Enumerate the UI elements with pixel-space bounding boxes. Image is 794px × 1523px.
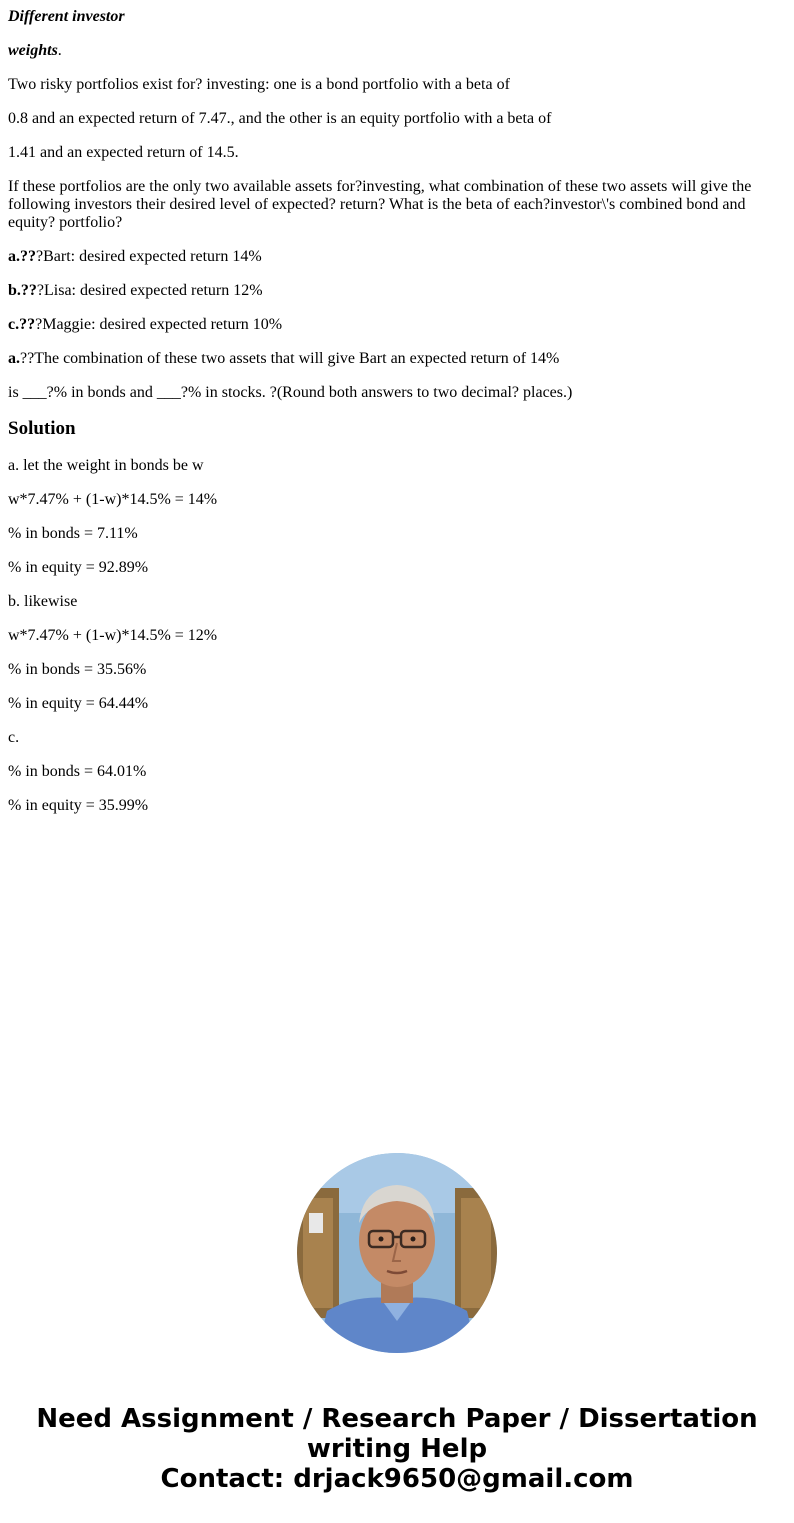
answer-line: is ___?% in bonds and ___?% in stocks. ?(Round both answers to two decimal? places.) [8,384,573,401]
document-body [8,8,768,831]
title-line-1: Different investor [8,8,125,25]
item-b-prefix: b.?? [8,282,37,299]
footer-line-1: Need Assignment / Research Paper / Dissertation [36,1404,758,1434]
item-c [8,316,768,334]
solution-line: % in bonds = 35.56% [8,661,147,678]
item-c-text: ?Maggie: desired expected return 10% [35,316,283,333]
solution-heading: Solution [8,418,76,439]
solution-line: c. [8,729,20,746]
footer-banner [0,1404,794,1494]
question-line-3: 1.41 and an expected return of 14.5. [8,144,239,161]
question-paragraph: If these portfolios are the only two available assets for?investing, what combination of these two assets will give the following investors their desired level of expected? return? What is the beta of each?investor\'s combined bond and equity? portfolio? [8,178,752,231]
title-period: . [57,42,62,59]
solution-line: b. likewise [8,593,78,610]
question-line-1: Two risky portfolios exist for? investing: one is a bond portfolio with a beta of [8,76,510,93]
solution-line: w*7.47% + (1-w)*14.5% = 14% [8,491,218,508]
solution-line: % in equity = 92.89% [8,559,149,576]
item-b-text: ?Lisa: desired expected return 12% [36,282,263,299]
solution-line: a. let the weight in bonds be w [8,457,204,474]
answer-prompt-text: ??The combination of these two assets that will give Bart an expected return of 14% [20,350,560,367]
solution-line: % in equity = 64.44% [8,695,149,712]
title-line-2 [8,42,768,60]
answer-prompt [8,350,768,368]
question-line-2: 0.8 and an expected return of 7.47., and the other is an equity portfolio with a beta of [8,110,552,127]
item-b [8,282,768,300]
solution-line: % in bonds = 7.11% [8,525,138,542]
avatar [297,1153,497,1353]
item-a-prefix: a.?? [8,248,36,265]
item-c-prefix: c.?? [8,316,36,333]
footer-contact: Contact: drjack9650@gmail.com [160,1464,634,1494]
solution-line: % in equity = 35.99% [8,797,149,814]
solution-line: % in bonds = 64.01% [8,763,147,780]
item-a-text: ?Bart: desired expected return 14% [36,248,262,265]
answer-prompt-prefix: a. [8,350,20,367]
solution-line: w*7.47% + (1-w)*14.5% = 12% [8,627,218,644]
title-weights: weights [8,42,58,59]
footer-line-2: writing Help [306,1434,488,1464]
item-a [8,248,768,266]
avatar-portrait [297,1153,497,1353]
